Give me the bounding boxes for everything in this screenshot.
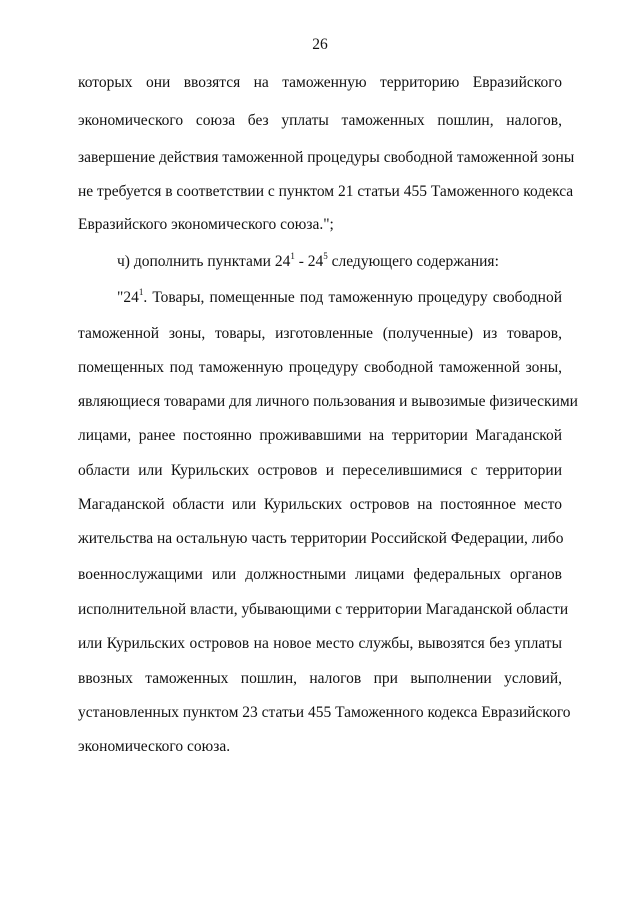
item-ch-prefix: ч) дополнить пунктами 24 — [117, 253, 291, 270]
text-line: Магаданской области или Курильских островов на постоянное место — [78, 496, 562, 513]
point-24-1-first-line — [117, 288, 562, 308]
text-line: являющиеся товарами для личного пользования и вывозимые физическими — [78, 393, 578, 410]
text-line: завершение действия таможенной процедуры свободной таможенной зоны — [78, 149, 575, 166]
text-line: исполнительной власти, убывающими с территории Магаданской области — [78, 601, 569, 618]
point-24-1-prefix: "24 — [117, 289, 139, 306]
page-number: 26 — [312, 36, 328, 53]
item-ch-superscript-1: 1 — [290, 250, 295, 261]
text-line: военнослужащими или должностными лицами федеральных органов — [78, 566, 562, 583]
point-24-1-first-line-rest: . Товары, помещенные под таможенную процедуру свободной — [143, 289, 562, 306]
text-line: экономического союза. — [78, 738, 231, 755]
item-ch-suffix: следующего содержания: — [327, 253, 499, 270]
text-line: или Курильских островов на новое место службы, вывозятся без уплаты — [78, 635, 562, 652]
point-24-1-superscript: 1 — [138, 286, 144, 297]
text-line: помещенных под таможенную процедуру свободной таможенной зоны, — [78, 359, 562, 376]
text-line: Евразийского экономического союза."; — [78, 216, 334, 233]
text-line: ввозных таможенных пошлин, налогов при выполнении условий, — [78, 670, 562, 687]
text-line: лицами, ранее постоянно проживавшими на территории Магаданской — [78, 427, 562, 444]
text-line: не требуется в соответствии с пунктом 21 статьи 455 Таможенного кодекса — [78, 183, 574, 200]
amendment-item-ch — [117, 252, 562, 272]
item-ch-superscript-5: 5 — [323, 250, 328, 261]
text-line: жительства на остальную часть территории Российской Федерации, либо — [78, 530, 564, 547]
text-line: установленных пунктом 23 статьи 455 Таможенного кодекса Евразийского — [78, 704, 571, 721]
text-line: таможенной зоны, товары, изготовленные (полученные) из товаров, — [78, 325, 562, 342]
text-line: области или Курильских островов и переселившимися с территории — [78, 462, 562, 479]
text-line: экономического союза без уплаты таможенных пошлин, налогов, — [78, 112, 562, 129]
item-ch-mid: - 24 — [294, 253, 324, 270]
text-line: которых они ввозятся на таможенную территорию Евразийского — [78, 74, 562, 91]
